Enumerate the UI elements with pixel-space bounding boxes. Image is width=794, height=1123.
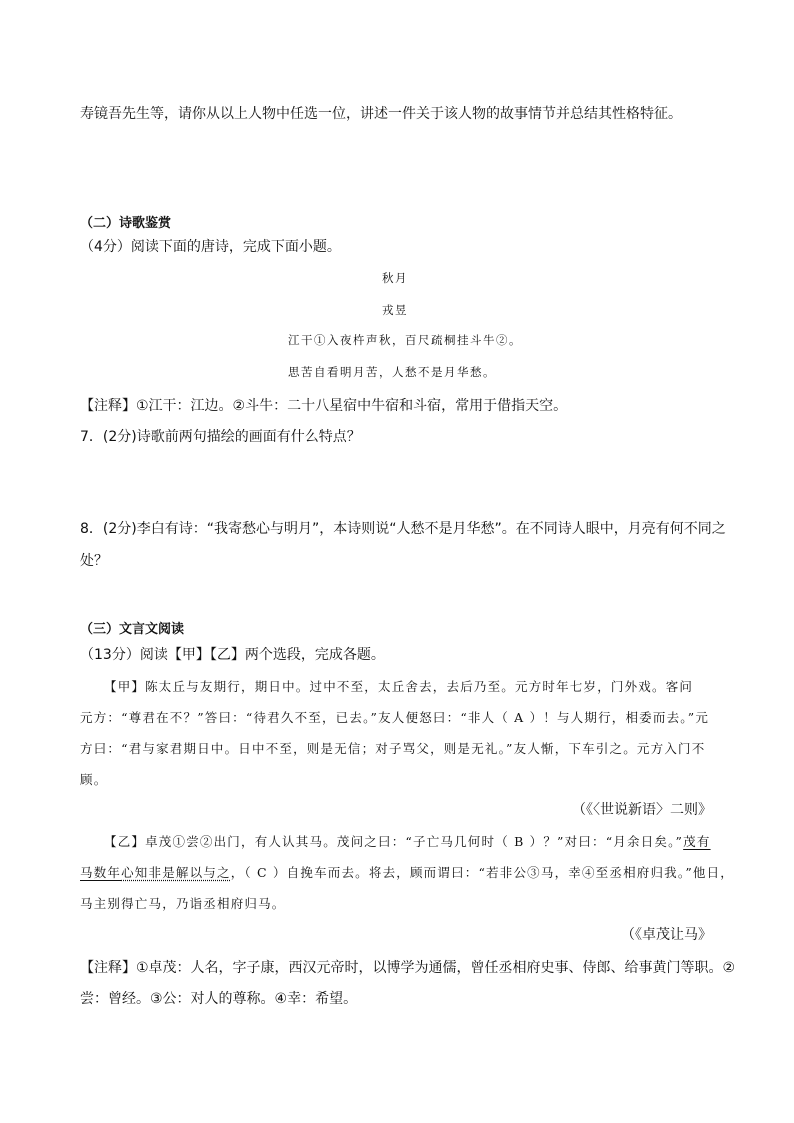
passage-jia-line-3: 方曰：“君与家君期日中。日中不至，则是无信；对子骂父，则是无礼。”友人惭，下车引之。元方入门不 — [80, 741, 706, 756]
passage-yi-line-2-text: ，（ C ）自挽车而去。将去，顾而谓曰：“若非公③马，幸④至丞相府归我。”他日， — [230, 865, 735, 880]
passage-jia-line-4: 顾。 — [80, 772, 108, 787]
section-heading-poetry: （二）诗歌鉴赏 — [80, 216, 172, 231]
poem-line-2: 思苦自看明月苦，人愁不是月华愁。 — [288, 365, 496, 379]
passage-jia-source: （《〈世说新语〉二则》 — [572, 802, 712, 818]
question-7: 7．(2分)诗歌前两句描绘的画面有什么特点？ — [80, 429, 361, 445]
poem-note: 【注释】①江干：江边。②斗牛：二十八星宿中牛宿和斗宿，常用于借指天空。 — [80, 398, 568, 414]
intro-text: 寿镜吾先生等，请你从以上人物中任选一位，讲述一件关于该人物的故事情节并总结其性格特征。 — [80, 106, 682, 122]
passage-yi-underlined-text: 马数年 — [80, 865, 122, 880]
passage-jia-line-1: 【甲】陈太丘与友期行，期日中。过中不至，太丘舍去，去后乃至。元方时年七岁，门外戏。客问 — [104, 679, 694, 694]
poem-author: 戎昱 — [382, 303, 408, 317]
question-8-line-1: 8．(2分)李白有诗：“我寄愁心与明月”，本诗则说“人愁不是月华愁”。在不同诗人眼中，月亮有何不同之 — [80, 521, 726, 537]
question-8-line-2: 处？ — [80, 553, 108, 569]
section-heading-classical: （三）文言文阅读 — [80, 622, 185, 637]
passage-yi-source: （《卓茂让马》 — [621, 927, 712, 943]
poetry-instruction: （4分）阅读下面的唐诗，完成下面小题。 — [80, 239, 341, 255]
passage-yi-line-2 — [80, 863, 734, 881]
passage-yi-line-1-text: 【乙】卓茂①尝②出门，有人认其马。茂问之曰：“子亡马几何时（ B ）？”对曰：“月余日矣。” — [104, 834, 684, 849]
classical-instruction: （13分）阅读【甲】【乙】两个选段，完成各题。 — [80, 647, 385, 663]
passage-yi-line-3: 马主别得亡马，乃诣丞相府归马。 — [80, 896, 286, 911]
poem-title: 秋月 — [382, 271, 408, 285]
classical-note-line-2: 尝：曾经。③公：对人的尊称。④幸：希望。 — [80, 991, 358, 1007]
passage-jia-line-2: 元方：“尊君在不？”答曰：“待君久不至，已去。”友人便怒曰：“非人（ A ）！与人期行，相委而去。”元 — [80, 710, 710, 725]
poem-line-1: 江干①入夜杵声秋，百尺疏桐挂斗牛②。 — [288, 333, 522, 347]
passage-yi-line-1 — [104, 832, 711, 850]
classical-note-line-1: 【注释】①卓茂：人名，字子康，西汉元帝时，以博学为通儒，曾任丞相府史事、侍郎、给事黄门等职。② — [80, 960, 736, 976]
passage-yi-dotted-text: 心知非是解以与之 — [121, 865, 231, 880]
passage-yi-underlined-text: 茂有 — [683, 834, 711, 849]
